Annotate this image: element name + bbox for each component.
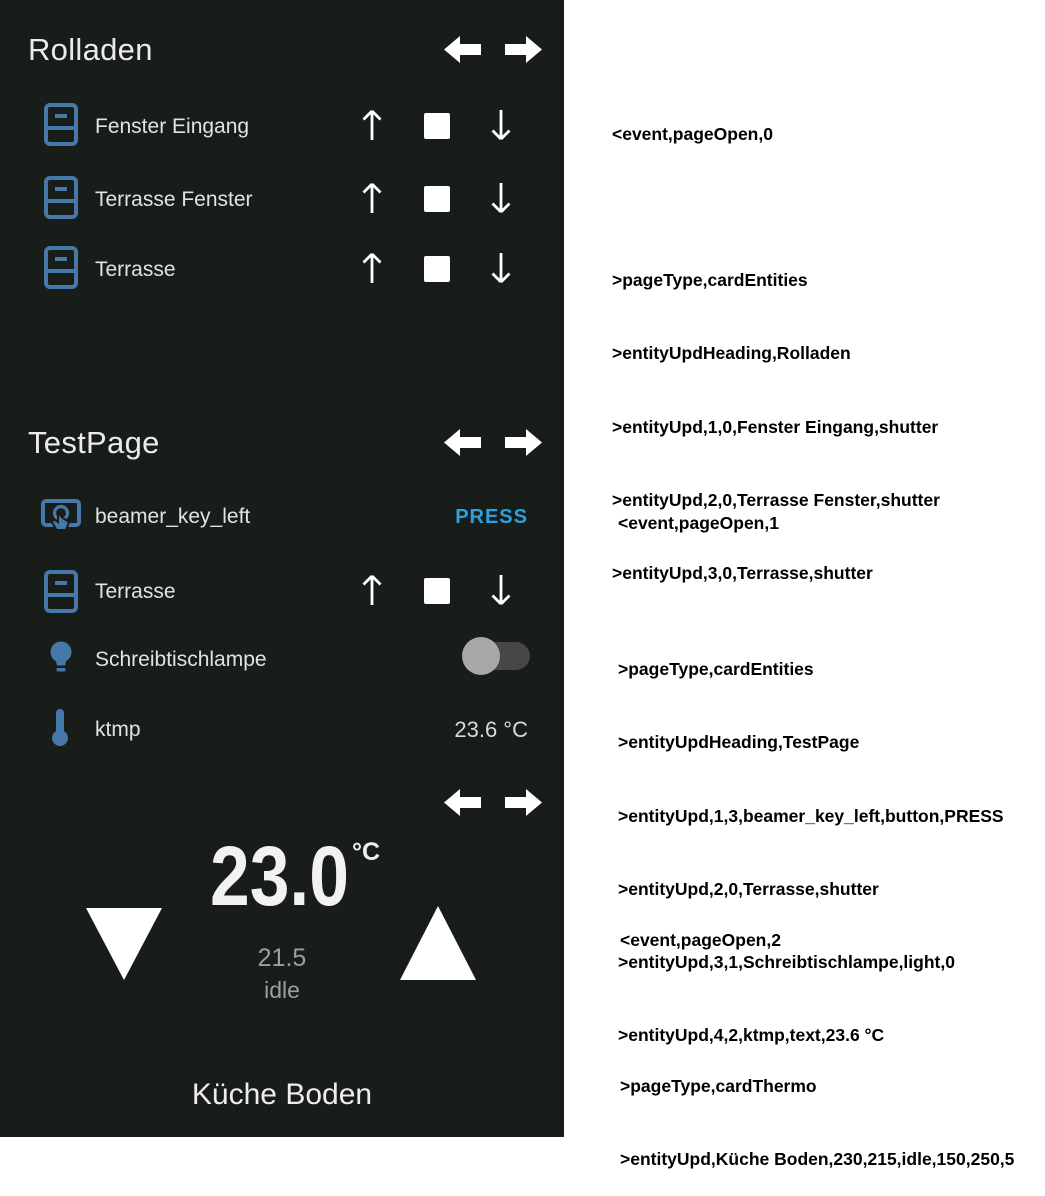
card-title: Rolladen (28, 32, 153, 67)
shutter-icon (44, 570, 78, 613)
nav-next-button[interactable] (505, 787, 543, 818)
nav-prev-button[interactable] (443, 787, 481, 818)
console-line: >entityUpd,3,0,Terrasse,shutter (612, 563, 873, 584)
shutter-stop-button[interactable] (424, 578, 450, 604)
console-line: >entityUpd,2,0,Terrasse Fenster,shutter (612, 489, 940, 510)
shutter-up-button[interactable] (360, 250, 384, 286)
console-line: >entityUpd,2,0,Terrasse,shutter (618, 878, 879, 899)
shutter-down-button[interactable] (489, 572, 513, 608)
console-line: <event,pageOpen,2 (620, 929, 781, 950)
console-line: >pageType,cardThermo (620, 1076, 817, 1097)
console-line: <event,pageOpen,1 (618, 512, 779, 533)
entity-label: ktmp (95, 718, 141, 741)
console-line: >pageType,cardEntities (612, 270, 808, 291)
card-title: TestPage (28, 425, 160, 460)
entity-label: Schreibtischlampe (95, 648, 267, 671)
entity-value: 23.6 °C (454, 717, 528, 742)
arrow-up-icon (360, 107, 384, 143)
console-line: >entityUpd,1,3,beamer_key_left,button,PRESS (618, 805, 1004, 826)
arrow-down-icon (489, 250, 513, 286)
nav-next-button[interactable] (505, 427, 543, 458)
temperature-unit: °C (352, 838, 381, 866)
console-line: >entityUpd,4,2,ktmp,text,23.6 °C (618, 1025, 885, 1046)
shutter-up-button[interactable] (360, 572, 384, 608)
press-button[interactable]: PRESS (455, 506, 528, 528)
console-line: >entityUpdHeading,Rolladen (612, 343, 851, 364)
shutter-icon (44, 246, 78, 289)
current-temperature: 23.0 (210, 829, 349, 923)
shutter-icon (44, 103, 78, 146)
arrow-up-icon (360, 250, 384, 286)
lightbulb-icon (45, 639, 77, 675)
arrow-down-icon (489, 572, 513, 608)
arrow-left-icon (443, 787, 481, 818)
console-line: >pageType,cardEntities (618, 659, 814, 680)
console-block (620, 879, 1014, 1196)
arrow-right-icon (505, 787, 543, 818)
entity-label: Terrasse (95, 580, 176, 603)
entity-label: Fenster Eingang (95, 115, 250, 138)
console-line: >entityUpd,3,1,Schreibtischlampe,light,0 (618, 952, 955, 973)
arrow-up-icon (360, 180, 384, 216)
arrow-down-icon (489, 180, 513, 216)
light-toggle-knob[interactable] (462, 637, 500, 675)
arrow-right-icon (505, 427, 543, 458)
arrow-down-icon (489, 107, 513, 143)
thermostat-title: Küche Boden (191, 1078, 373, 1111)
shutter-stop-button[interactable] (424, 186, 450, 212)
console-line: >entityUpdHeading,TestPage (618, 732, 860, 753)
console-line: >entityUpd,1,0,Fenster Eingang,shutter (612, 416, 939, 437)
shutter-stop-button[interactable] (424, 256, 450, 282)
thermostat-state: idle (264, 977, 300, 1003)
nav-prev-button[interactable] (443, 34, 481, 65)
setpoint-temperature: 21.5 (257, 944, 307, 972)
shutter-up-button[interactable] (360, 107, 384, 143)
entity-label: beamer_key_left (95, 505, 251, 528)
button-press-icon (40, 494, 82, 538)
console-line: >entityUpd,Küche Boden,230,215,idle,150,250,5 (620, 1149, 1015, 1170)
shutter-up-button[interactable] (360, 180, 384, 216)
shutter-stop-button[interactable] (424, 113, 450, 139)
shutter-icon (44, 176, 78, 219)
entity-label: Terrasse Fenster (95, 188, 253, 211)
nav-prev-button[interactable] (443, 427, 481, 458)
console-line: <event,pageOpen,0 (612, 123, 773, 144)
arrow-up-icon (360, 572, 384, 608)
arrow-right-icon (505, 34, 543, 65)
thermometer-icon (49, 707, 71, 747)
nav-next-button[interactable] (505, 34, 543, 65)
console-line (612, 195, 940, 219)
arrow-left-icon (443, 34, 481, 65)
shutter-down-button[interactable] (489, 250, 513, 286)
console-line (618, 584, 1004, 608)
entity-label: Terrasse (95, 258, 176, 281)
arrow-left-icon (443, 427, 481, 458)
shutter-down-button[interactable] (489, 107, 513, 143)
shutter-down-button[interactable] (489, 180, 513, 216)
console-line (620, 1001, 1014, 1025)
